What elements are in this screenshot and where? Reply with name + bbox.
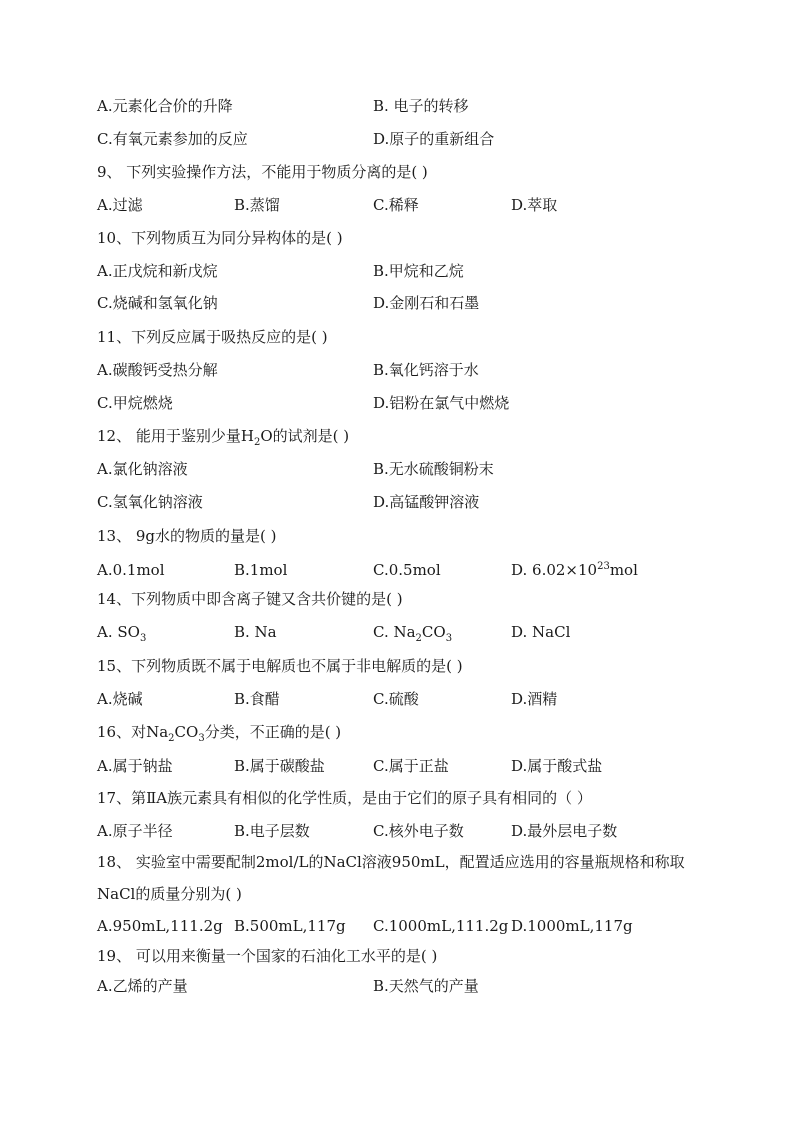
options-row [97, 622, 717, 642]
options-row [97, 492, 717, 512]
option-c[interactable]: C.核外电子数 [373, 822, 464, 840]
option-b[interactable]: B. Na [234, 623, 277, 641]
subscript: 2 [253, 437, 261, 448]
option-b[interactable]: B.食醋 [234, 690, 280, 708]
options-row [97, 360, 717, 380]
option-c-mid: CO [421, 623, 446, 641]
options-row [97, 459, 717, 479]
option-a[interactable]: A.乙烯的产量 [97, 977, 188, 995]
option-a[interactable]: A.元素化合价的升降 [97, 97, 233, 115]
question-text: NaCl的质量分别为( ) [97, 885, 242, 903]
option-d[interactable]: D.1000mL,117g [511, 917, 633, 935]
question-10 [97, 228, 717, 248]
option-c[interactable]: C.烧碱和氢氧化钠 [97, 294, 218, 312]
options-row [97, 261, 717, 281]
question-12 [97, 426, 717, 446]
option-b[interactable]: B.氧化钙溶于水 [373, 361, 479, 379]
option-d[interactable]: D.萃取 [511, 196, 558, 214]
option-b[interactable]: B.1mol [234, 561, 288, 579]
question-text: 11、下列反应属于吸热反应的是( ) [97, 328, 328, 346]
option-c[interactable]: C.甲烷燃烧 [97, 394, 173, 412]
subscript: 2 [168, 733, 175, 744]
options-row [97, 976, 717, 996]
question-text-post: O的试剂是( ) [260, 427, 350, 445]
question-text: 15、下列物质既不属于电解质也不属于非电解质的是( ) [97, 657, 463, 675]
option-d[interactable]: D.酒精 [511, 690, 558, 708]
option-b[interactable]: B.甲烷和乙烷 [373, 262, 464, 280]
option-a[interactable] [97, 622, 146, 642]
option-d-post: mol [609, 561, 638, 579]
option-d[interactable]: D. NaCl [511, 623, 571, 641]
option-c[interactable]: C.有氧元素参加的反应 [97, 130, 248, 148]
option-d[interactable]: D.金刚石和石墨 [373, 294, 480, 312]
option-c[interactable]: C.硫酸 [373, 690, 419, 708]
option-c[interactable] [373, 622, 452, 642]
option-a[interactable]: A.过滤 [97, 196, 143, 214]
option-a[interactable]: A.碳酸钙受热分解 [97, 361, 218, 379]
option-c[interactable]: C.1000mL,111.2g [373, 917, 509, 935]
question-text: 19、 可以用来衡量一个国家的石油化工水平的是( ) [97, 947, 438, 965]
option-c[interactable]: C.0.5mol [373, 561, 441, 579]
options-row [97, 689, 717, 709]
option-b[interactable]: B.无水硫酸铜粉末 [373, 460, 494, 478]
option-a[interactable]: A.正戊烷和新戊烷 [97, 262, 218, 280]
option-b[interactable]: B. 电子的转移 [373, 97, 469, 115]
question-text: 17、第ⅡA族元素具有相似的化学性质，是由于它们的原子具有相同的（ ） [97, 789, 592, 807]
option-b[interactable]: B.天然气的产量 [373, 977, 479, 995]
options-row [97, 96, 717, 116]
option-d-pre: D. 6.02×10 [511, 561, 598, 579]
question-18 [97, 852, 717, 872]
options-row [97, 293, 717, 313]
question-11 [97, 327, 717, 347]
question-9 [97, 162, 717, 182]
question-text-pre: 12、 能用于鉴别少量H [97, 427, 254, 445]
question-text-pre: 16、对Na [97, 723, 169, 741]
question-15 [97, 656, 717, 676]
question-text: 10、下列物质互为同分异构体的是( ) [97, 229, 343, 247]
question-text: 13、 9g水的物质的量是( ) [97, 527, 277, 545]
subscript: 3 [445, 633, 453, 644]
options-row [97, 821, 717, 841]
question-14 [97, 589, 717, 609]
subscript: 3 [198, 733, 205, 744]
option-a[interactable]: A.0.1mol [97, 561, 165, 579]
option-c[interactable]: C.稀释 [373, 196, 419, 214]
options-row [97, 756, 717, 776]
option-d[interactable]: D.原子的重新组合 [373, 130, 495, 148]
option-a[interactable]: A.烧碱 [97, 690, 143, 708]
question-16 [97, 722, 717, 742]
option-d[interactable]: D.属于酸式盐 [511, 757, 603, 775]
option-d[interactable]: D.铝粉在氯气中燃烧 [373, 394, 510, 412]
subscript: 2 [415, 633, 422, 644]
option-a-pre: A. SO [97, 623, 140, 641]
question-text: 18、 实验室中需要配制2mol/L的NaCl溶液950mL，配置适应选用的容量瓶规格和称取 [97, 853, 685, 871]
option-a[interactable]: A.属于钠盐 [97, 757, 173, 775]
option-a[interactable]: A.氯化钠溶液 [97, 460, 188, 478]
option-a[interactable]: A.950mL,111.2g [97, 917, 223, 935]
options-row [97, 393, 717, 413]
option-b[interactable]: B.500mL,117g [234, 917, 346, 935]
options-row [97, 195, 717, 215]
option-c[interactable]: C.氢氧化钠溶液 [97, 493, 203, 511]
options-row [97, 916, 717, 936]
question-13 [97, 526, 717, 546]
question-text-post: 分类，不正确的是( ) [204, 723, 342, 741]
question-text: 9、 下列实验操作方法，不能用于物质分离的是( ) [97, 163, 428, 181]
question-19 [97, 946, 717, 966]
option-c-pre: C. Na [373, 623, 416, 641]
option-d[interactable]: D.高锰酸钾溶液 [373, 493, 480, 511]
superscript: 23 [597, 561, 610, 572]
option-c[interactable]: C.属于正盐 [373, 757, 449, 775]
option-d[interactable]: D.最外层电子数 [511, 822, 618, 840]
option-a[interactable]: A.原子半径 [97, 822, 173, 840]
question-17 [97, 788, 717, 808]
question-18-continuation [97, 884, 717, 904]
question-text-mid: CO [174, 723, 199, 741]
option-d[interactable] [511, 560, 638, 580]
option-b[interactable]: B.电子层数 [234, 822, 310, 840]
option-b[interactable]: B.属于碳酸盐 [234, 757, 325, 775]
options-row [97, 560, 717, 580]
question-text: 14、下列物质中即含离子键又含共价键的是( ) [97, 590, 403, 608]
options-row [97, 129, 717, 149]
subscript: 3 [139, 633, 147, 644]
option-b[interactable]: B.蒸馏 [234, 196, 280, 214]
